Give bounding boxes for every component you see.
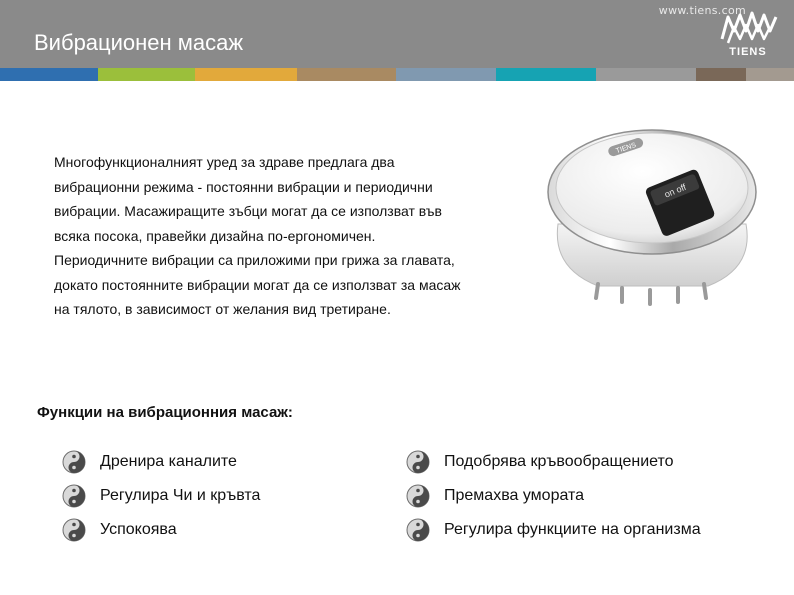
massager-device-image [538,118,766,318]
feature-item [406,484,584,508]
feature-label: Успокоява [100,521,177,538]
stripe-segment [396,68,496,81]
feature-label: Подобрява кръвообращението [444,453,674,470]
feature-label: Премахва умората [444,487,585,504]
functions-title: Функции на вибрационния масаж: [37,404,293,421]
stripe-segment [0,68,98,81]
logo-text: TIENS [729,46,767,58]
feature-label: Регулира функциите на организма [444,521,701,538]
feature-label: Регулира Чи и кръвта [100,487,261,504]
stripe-segment [297,68,396,81]
stripe-segment [746,68,794,81]
stripe-segment [98,68,195,81]
feature-item [62,450,237,474]
feature-item [406,450,674,474]
tiens-logo-mark [718,9,778,47]
feature-item [406,518,701,542]
feature-item [62,484,260,508]
intro-paragraph: Многофункционалният уред за здраве предлага два вибрационни режима - постоянни вибрации и периодични вибрации. Масажиращите зъбци могат да се използват във всяка посока, правейки дизайна по-ергономичен. Периодичните вибрации са приложими при грижа за главата, докато постоянните вибрации могат да се използват за масаж на тялото, в зависимост от желания вид третиране. [54,154,461,317]
yin-yang-icon [406,518,430,542]
slide-title: Вибрационен масаж [34,30,244,55]
device-brand-label: TIENS [615,141,638,155]
site-url[interactable]: www.tiens.com [658,4,746,17]
feature-item [62,518,177,542]
yin-yang-icon [62,484,86,508]
stripe-segment [696,68,746,81]
yin-yang-icon [406,450,430,474]
tiens-logo [718,9,778,63]
yin-yang-icon [406,484,430,508]
stripe-segment [195,68,297,81]
stripe-segment [596,68,696,81]
feature-label: Дренира каналите [100,453,237,470]
yin-yang-icon [62,450,86,474]
switch-label: on off [662,181,688,200]
header-band [0,0,794,68]
stripe-segment [496,68,596,81]
yin-yang-icon [62,518,86,542]
